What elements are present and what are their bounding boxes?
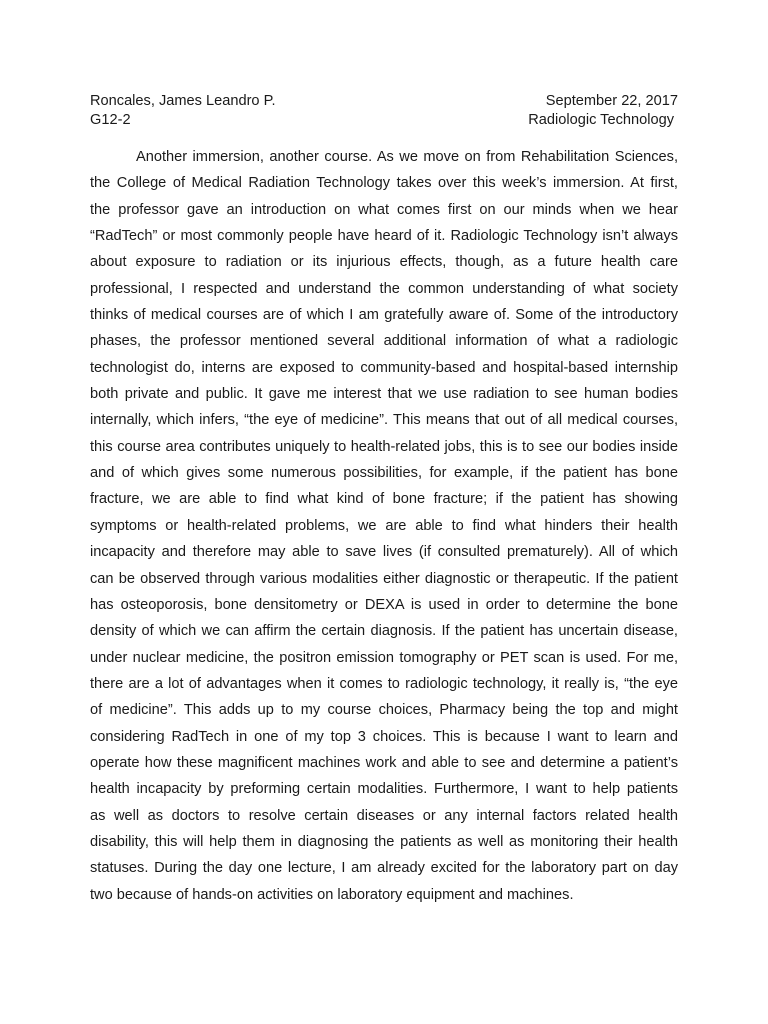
essay-line: can be observed through various modalities either diagnostic or therapeutic. If the patient [90, 570, 678, 587]
essay-line: considering RadTech in one of my top 3 choices. This is because I want to learn and [90, 728, 678, 745]
essay-line: disability, this will help them in diagnosing the patients as well as monitoring their health [90, 833, 678, 850]
essay-body [90, 144, 678, 908]
essay-line: health incapacity by preforming certain modalities. Furthermore, I want to help patients [90, 781, 678, 798]
essay-line: the professor gave an introduction on what comes first on our minds when we hear [90, 201, 678, 218]
essay-line: thinks of medical courses are of which I am gratefully aware of. Some of the introductory [90, 307, 678, 324]
essay-line: as well as doctors to resolve certain diseases or any internal factors related health [90, 807, 678, 824]
essay-line: both private and public. It gave me interest that we use radiation to see human bodies [90, 386, 678, 403]
essay-line: fracture, we are able to find what kind of bone fracture; if the patient has showing [90, 491, 678, 508]
essay-line: about exposure to radiation or its injurious effects, though, as a future health care [90, 254, 678, 271]
essay-line: statuses. During the day one lecture, I am already excited for the laboratory part on day [90, 860, 678, 877]
essay-line: has osteoporosis, bone densitometry or DEXA is used in order to determine the bone [90, 596, 678, 613]
section-label: G12-2 [90, 112, 131, 128]
course-label: Radiologic Technology [528, 112, 674, 128]
essay-line: this course area contributes uniquely to health-related jobs, this is to see our bodies inside [90, 438, 678, 455]
essay-line: incapacity and therefore may able to save lives (if consulted prematurely). All of which [90, 544, 678, 561]
essay-line: there are a lot of advantages when it comes to radiologic technology, it really is, “the eye [90, 675, 678, 692]
essay-line: symptoms or health-related problems, we are able to find what hinders their health [90, 517, 678, 534]
essay-line: technologist do, interns are exposed to community-based and hospital-based internship [90, 359, 678, 376]
essay-line: density of which we can affirm the certain diagnosis. If the patient has uncertain disease, [90, 623, 678, 640]
essay-line: the College of Medical Radiation Technology takes over this week’s immersion. At first, [90, 175, 678, 192]
essay-line: Another immersion, another course. As we move on from Rehabilitation Sciences, [136, 149, 678, 165]
author-name: Roncales, James Leandro P. [90, 93, 276, 109]
essay-line: internally, which infers, “the eye of medicine”. This means that out of all medical courses, [90, 412, 678, 429]
essay-line: of medicine”. This adds up to my course choices, Pharmacy being the top and might [90, 702, 678, 719]
essay-line: “RadTech” or most commonly people have heard of it. Radiologic Technology isn’t always [90, 228, 678, 245]
essay-line: professional, I respected and understand the common understanding of what society [90, 280, 678, 297]
document-date: September 22, 2017 [545, 93, 678, 109]
essay-line: under nuclear medicine, the positron emission tomography or PET scan is used. For me, [90, 649, 678, 666]
essay-line: phases, the professor mentioned several additional information of what a radiologic [90, 333, 678, 350]
essay-line: two because of hands-on activities on laboratory equipment and machines. [90, 886, 574, 903]
essay-line: and of which gives some numerous possibilities, for example, if the patient has bone [90, 465, 678, 482]
essay-line: operate how these magnificent machines work and able to see and determine a patient’s [90, 754, 678, 771]
